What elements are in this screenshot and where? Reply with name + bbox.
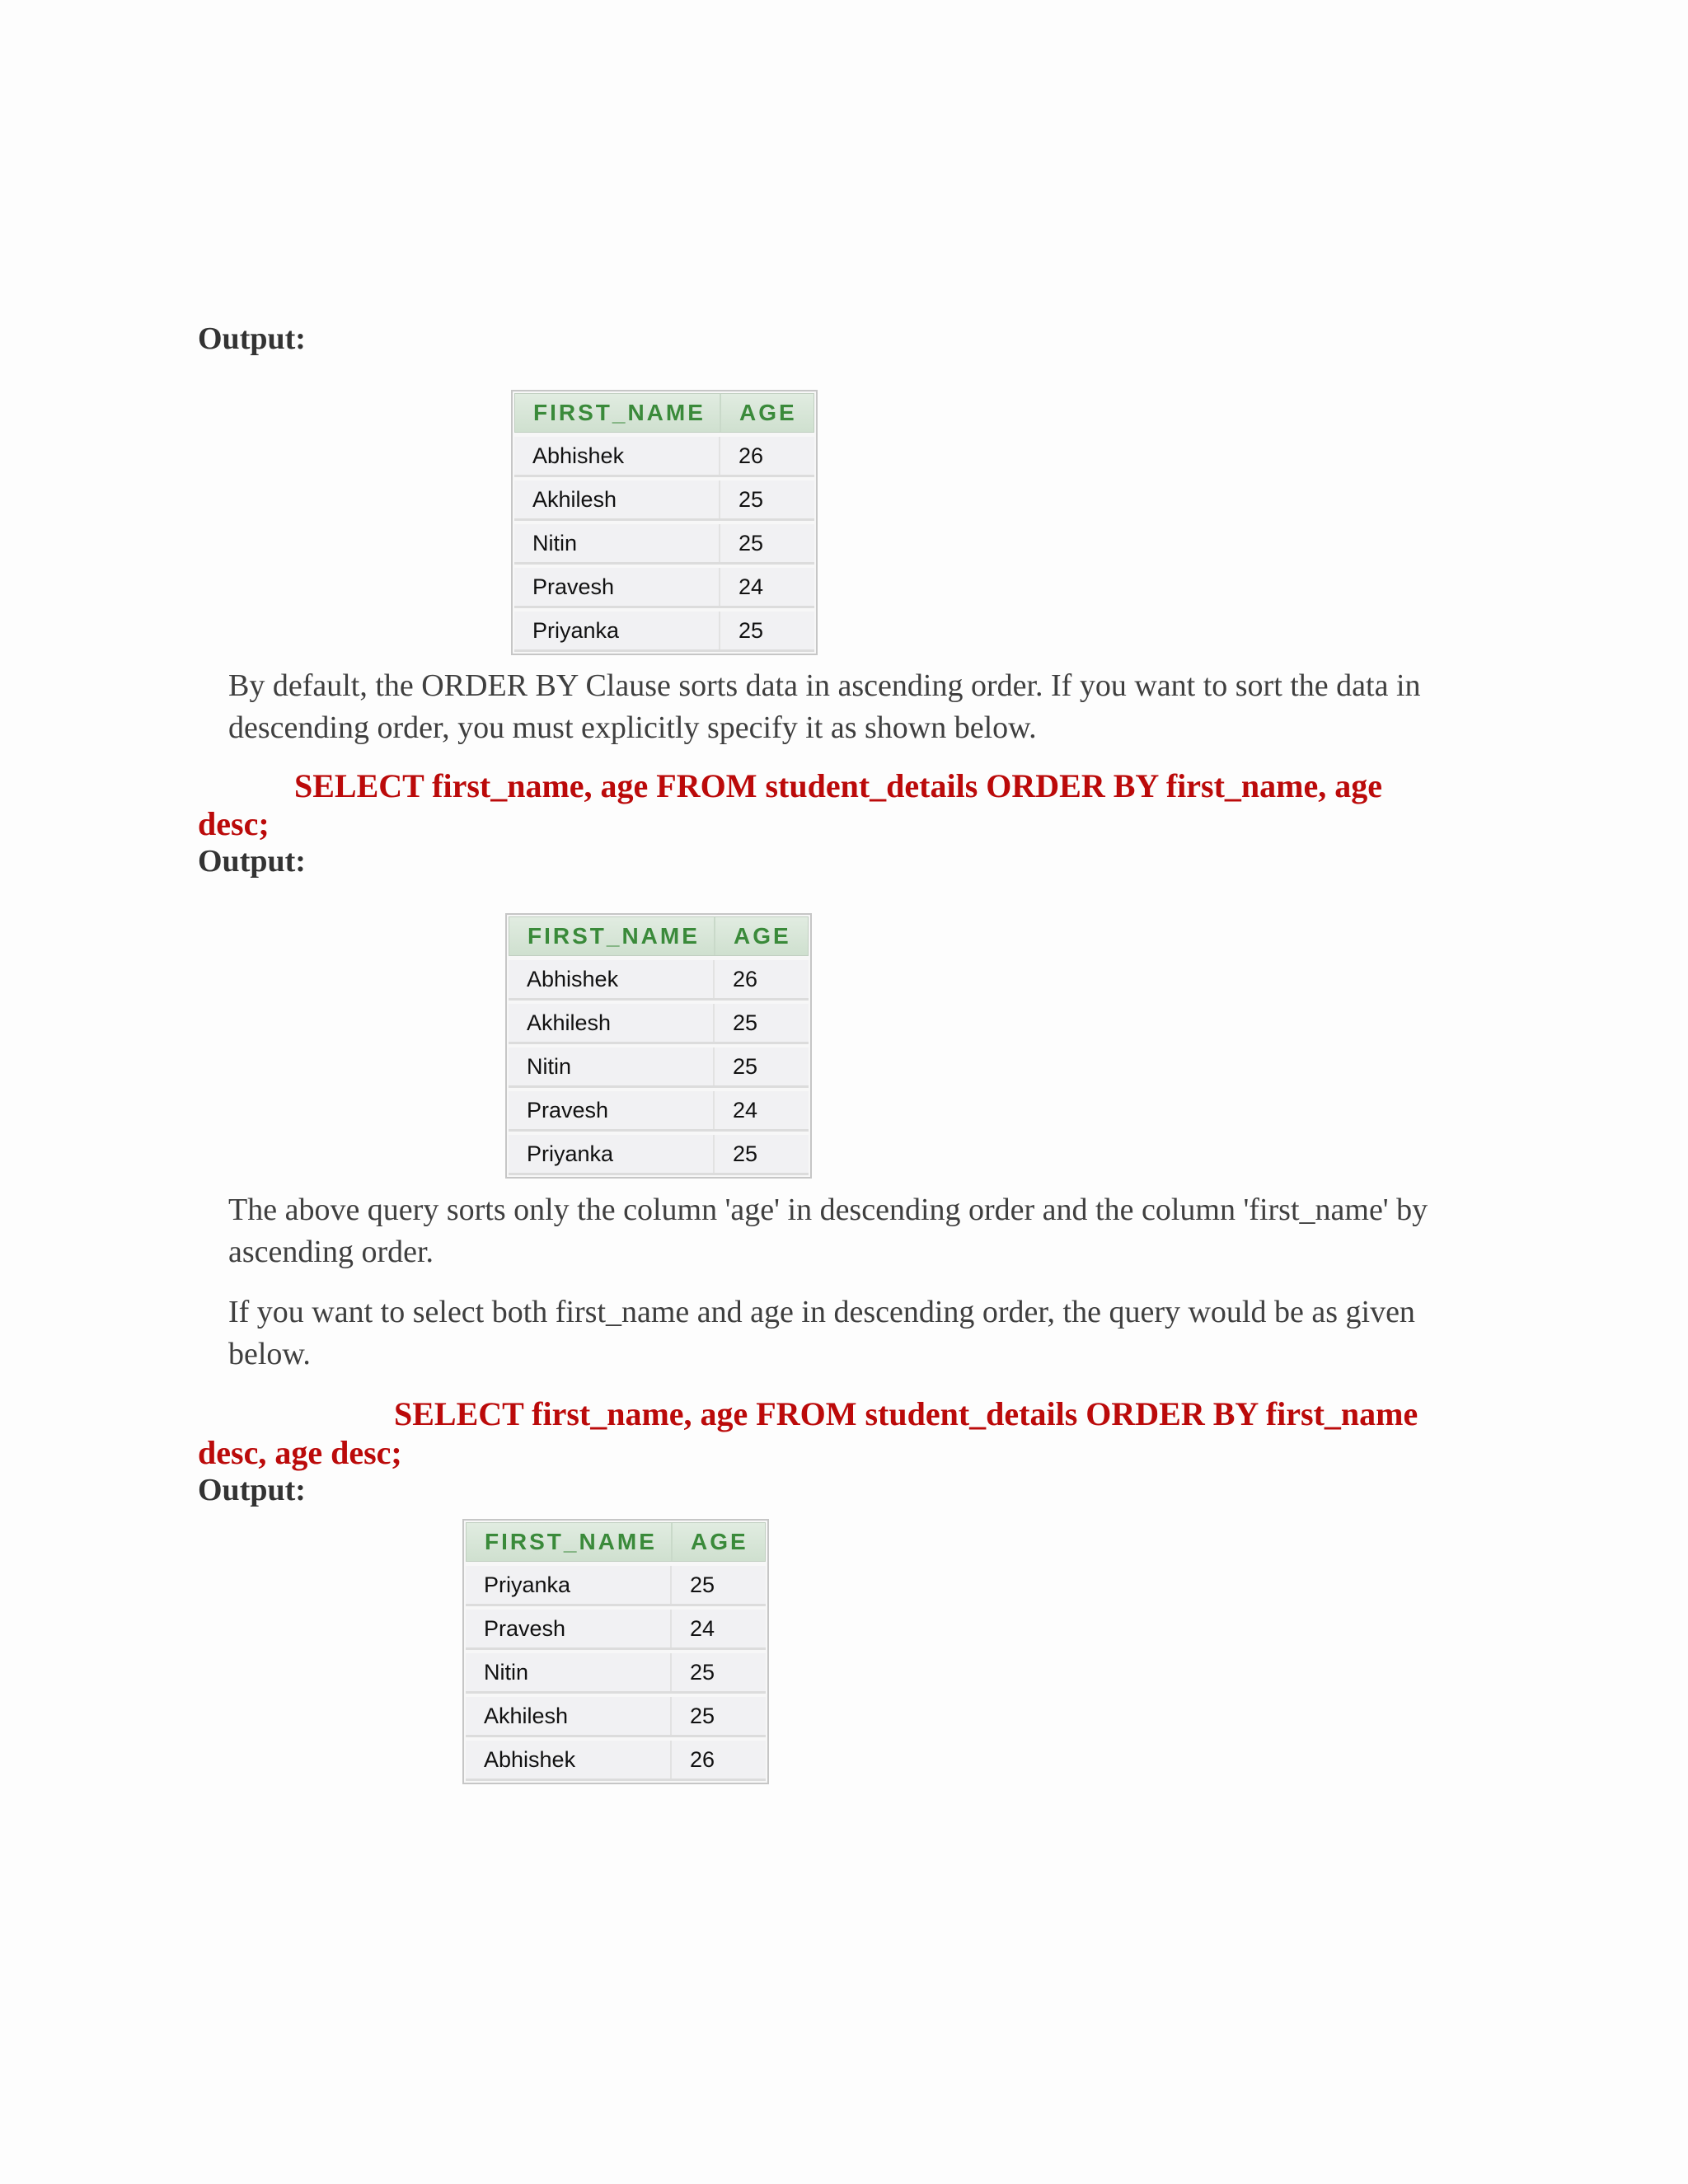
table-row xyxy=(514,524,814,565)
output-heading-1: Output: xyxy=(198,321,306,356)
cell-age: 25 xyxy=(690,1703,715,1728)
table-row xyxy=(514,437,814,477)
cell-age: 25 xyxy=(690,1572,715,1597)
paragraph-age-descending: The above query sorts only the column 'age' in descending order and the column 'first_name' by ascending order. xyxy=(228,1193,1428,1269)
table-row xyxy=(509,960,809,1001)
result-table-3 xyxy=(462,1519,769,1784)
cell-age: 25 xyxy=(733,1010,758,1035)
cell-first-name: Abhishek xyxy=(466,1741,672,1779)
cell-age: 24 xyxy=(733,1097,758,1122)
cell-first-name: Priyanka xyxy=(466,1566,672,1604)
cell-first-name: Priyanka xyxy=(514,612,720,649)
cell-first-name: Akhilesh xyxy=(509,1004,715,1042)
sql-query-2-line-1: SELECT first_name, age FROM student_details ORDER BY first_name, age xyxy=(294,767,1382,804)
cell-first-name: Nitin xyxy=(514,524,720,562)
column-header-first-name: FIRST_NAME xyxy=(515,394,721,432)
table-row xyxy=(509,1135,809,1175)
cell-first-name: Pravesh xyxy=(509,1091,715,1129)
output-heading-3: Output: xyxy=(198,1473,306,1507)
column-header-age: AGE xyxy=(739,400,797,425)
table-header xyxy=(514,393,814,433)
table-header xyxy=(509,916,809,956)
column-header-age: AGE xyxy=(734,923,791,949)
table-row xyxy=(466,1697,766,1737)
cell-first-name: Abhishek xyxy=(509,960,715,998)
result-table-2 xyxy=(505,913,812,1179)
cell-first-name: Priyanka xyxy=(509,1135,715,1173)
sql-query-2-line-2: desc; xyxy=(198,805,270,842)
output-heading-2: Output: xyxy=(198,844,306,879)
cell-age: 25 xyxy=(733,1053,758,1079)
cell-age: 25 xyxy=(738,617,764,643)
cell-first-name: Pravesh xyxy=(514,568,720,606)
result-table-1 xyxy=(511,390,818,655)
table-row xyxy=(509,1047,809,1088)
table-row xyxy=(514,612,814,652)
cell-age: 24 xyxy=(690,1615,715,1641)
cell-first-name: Nitin xyxy=(466,1653,672,1691)
cell-age: 24 xyxy=(738,574,764,599)
cell-age: 26 xyxy=(733,966,758,991)
paragraph-both-descending: If you want to select both first_name and age in descending order, the query would be as given below. xyxy=(228,1295,1415,1371)
column-header-first-name: FIRST_NAME xyxy=(467,1523,673,1561)
cell-age: 25 xyxy=(738,486,764,512)
table-row xyxy=(466,1566,766,1606)
table-row xyxy=(466,1653,766,1694)
sql-query-3-line-2: desc, age desc; xyxy=(198,1434,402,1471)
table-row xyxy=(466,1610,766,1650)
cell-age: 25 xyxy=(690,1659,715,1685)
sql-query-3-line-1: SELECT first_name, age FROM student_details ORDER BY first_name xyxy=(394,1395,1418,1432)
cell-first-name: Akhilesh xyxy=(514,480,720,518)
cell-age: 26 xyxy=(738,443,764,468)
cell-age: 25 xyxy=(738,530,764,555)
cell-age: 25 xyxy=(733,1141,758,1166)
table-row xyxy=(514,480,814,521)
cell-first-name: Nitin xyxy=(509,1047,715,1085)
column-header-age: AGE xyxy=(691,1529,748,1554)
table-row xyxy=(514,568,814,608)
table-row xyxy=(466,1741,766,1781)
table-header xyxy=(466,1522,766,1562)
cell-first-name: Akhilesh xyxy=(466,1697,672,1735)
column-header-first-name: FIRST_NAME xyxy=(509,917,715,955)
table-row xyxy=(509,1091,809,1132)
cell-first-name: Abhishek xyxy=(514,437,720,475)
table-row xyxy=(509,1004,809,1044)
paragraph-default-ascending: By default, the ORDER BY Clause sorts data in ascending order. If you want to sort the data in descending order, you must explicitly specify it as shown below. xyxy=(228,668,1421,745)
cell-first-name: Pravesh xyxy=(466,1610,672,1647)
cell-age: 26 xyxy=(690,1746,715,1772)
